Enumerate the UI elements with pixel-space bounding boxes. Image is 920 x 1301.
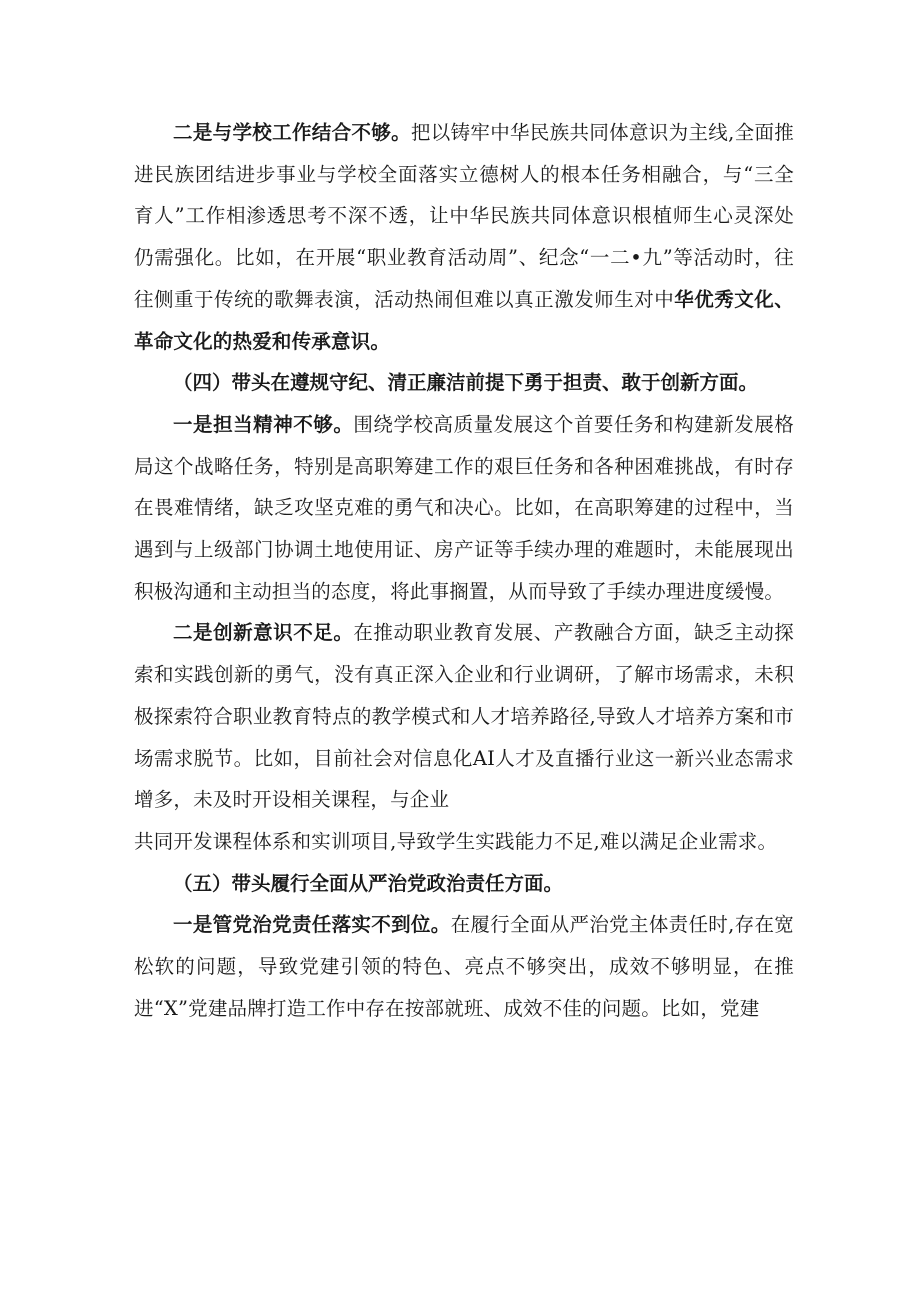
paragraph-bold-tail: 华优秀文化、革命文化的热爱和传承意识。 bbox=[134, 287, 794, 353]
paragraph-innovation-continuation: 共同开发课程体系和实训项目,导致学生实践能力不足,难以满足企业需求。 bbox=[134, 829, 778, 853]
section-heading-five: （五）带头履行全面从严治党政治责任方面。 bbox=[173, 871, 564, 895]
paragraph-lead: 一是担当精神不够。 bbox=[173, 412, 354, 436]
document-body bbox=[134, 112, 794, 1029]
paragraph-lead: 二是创新意识不足。 bbox=[173, 621, 354, 645]
paragraph-text: 在履行全面从严治党主体责任时,存在宽松软的问题，导致党建引领的特色、亮点不够突出，成效不够明显，在推进“X”党建品牌打造工作中存在按部就班、成效不佳的问题。比如，党建 bbox=[134, 913, 794, 1020]
paragraph-responsibility bbox=[134, 404, 794, 613]
paragraph-party-governance bbox=[134, 904, 794, 1029]
paragraph-innovation bbox=[134, 612, 794, 821]
paragraph-text: 围绕学校高质量发展这个首要任务和构建新发展格局这个战略任务，特别是高职筹建工作的艰巨任务和各种困难挑战，有时存在畏难情绪，缺乏攻坚克难的勇气和决心。比如，在高职筹建的过程中，当遇到与上级部门协调土地使用证、房产证等手续办理的难题时，未能展现出积极沟通和主动担当的态度，将此事搁置，从而导致了手续办理进度缓慢。 bbox=[134, 412, 794, 603]
paragraph-text: 把以铸牢中华民族共同体意识为主线,全面推进民族团结进步事业与学校全面落实立德树人的根本任务相融合，与“三全育人”工作相渗透思考不深不透，让中华民族共同体意识根植师生心灵深处仍需强化。比如，在开展“职业教育活动周”、纪念“一二•九”等活动时，往往侧重于传统的歌舞表演，活动热闹但难以真正激发师生对中 bbox=[134, 121, 794, 311]
section-heading-four: （四）带头在遵规守纪、清正廉洁前提下勇于担责、敢于创新方面。 bbox=[173, 371, 759, 395]
paragraph-lead: 二是与学校工作结合不够。 bbox=[173, 121, 411, 144]
paragraph-lead: 一是管党治党责任落实不到位。 bbox=[173, 913, 451, 937]
paragraph-text: 在推动职业教育发展、产教融合方面，缺乏主动探索和实践创新的勇气，没有真正深入企业和行业调研，了解市场需求，未积极探索符合职业教育特点的教学模式和人才培养路径,导致人才培养方案和市场需求脱节。比如，目前社会对信息化AI人才及直播行业这一新兴业态需求增多，未及时开设相关课程，与企业 bbox=[134, 621, 794, 812]
paragraph-cultural-integration bbox=[134, 112, 794, 362]
